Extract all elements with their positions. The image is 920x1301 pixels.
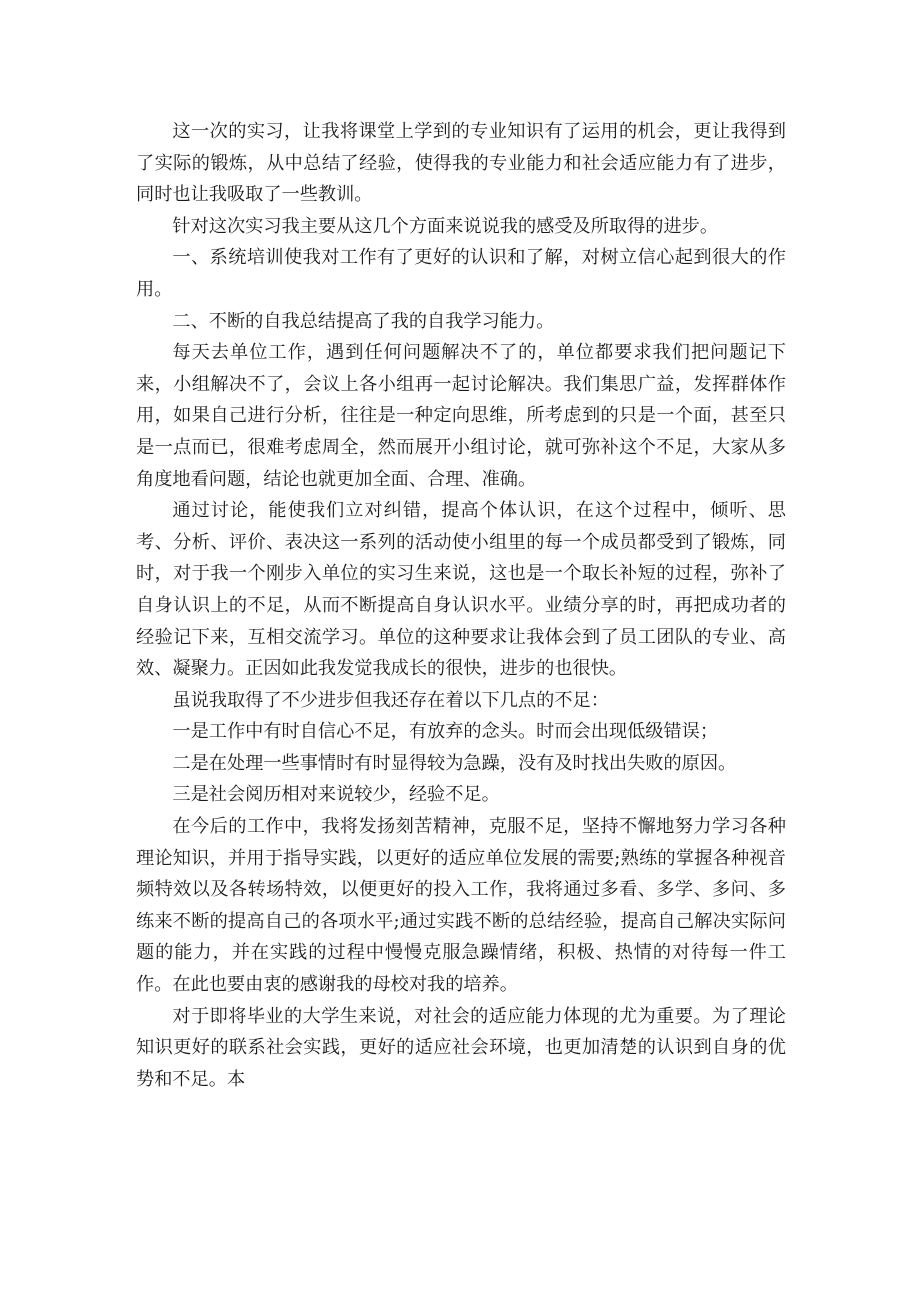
paragraph-11: 在今后的工作中，我将发扬刻苦精神，克服不足，坚持不懈地努力学习各种理论知识，并用于指导实践，以更好的适应单位发展的需要;熟练的掌握各种视音频特效以及各转场特效，以便更好的投入工作，我将通过多看、多学、多问、多练来不断的提高自己的各项水平;通过实践不断的总结经验，提高自己解决实际问题的能力，并在实践的过程中慢慢克服急躁情绪，积极、热情的对待每一件工作。在此也要由衷的感谢我的母校对我的培养。 [136, 816, 786, 996]
document-body [136, 116, 786, 1095]
paragraph-12: 对于即将毕业的大学生来说，对社会的适应能力体现的尤为重要。为了理论知识更好的联系社会实践，更好的适应社会环境，也更加清楚的认识到自身的优势和不足。本 [136, 1005, 786, 1090]
paragraph-7: 虽说我取得了不少进步但我还存在着以下几点的不足： [172, 689, 609, 711]
paragraph-4: 二、不断的自我总结提高了我的自我学习能力。 [172, 310, 555, 332]
paragraph-3: 一、系统培训使我对工作有了更好的认识和了解，对树立信心起到很大的作用。 [136, 247, 786, 300]
paragraph-10: 三是社会阅历相对来说较少，经验不足。 [172, 784, 500, 806]
paragraph-5: 每天去单位工作，遇到任何问题解决不了的，单位都要求我们把问题记下来，小组解决不了，会议上各小组再一起讨论解决。我们集思广益，发挥群体作用，如果自己进行分析，往往是一种定向思维，所考虑到的只是一个面，甚至只是一点而已，很难考虑周全，然而展开小组讨论，就可弥补这个不足，大家从多角度地看问题，结论也就更加全面、合理、准确。 [136, 342, 786, 490]
paragraph-9: 二是在处理一些事情时有时显得较为急躁，没有及时找出失败的原因。 [172, 752, 737, 774]
paragraph-8: 一是工作中有时自信心不足，有放弃的念头。时而会出现低级错误； [172, 721, 719, 743]
paragraph-6: 通过讨论，能使我们立对纠错，提高个体认识，在这个过程中，倾听、思考、分析、评价、表决这一系列的活动使小组里的每一个成员都受到了锻炼，同时，对于我一个刚步入单位的实习生来说，这也是一个取长补短的过程，弥补了自身认识上的不足，从而不断提高自身认识水平。业绩分享的时，再把成功者的经验记下来，互相交流学习。单位的这种要求让我体会到了员工团队的专业、高效、凝聚力。正因如此我发觉我成长的很快，进步的也很快。 [136, 500, 786, 680]
paragraph-1: 这一次的实习，让我将课堂上学到的专业知识有了运用的机会，更让我得到了实际的锻炼，从中总结了经验，使得我的专业能力和社会适应能力有了进步，同时也让我吸取了一些教训。 [136, 121, 786, 206]
paragraph-2: 针对这次实习我主要从这几个方面来说说我的感受及所取得的进步。 [172, 215, 719, 237]
